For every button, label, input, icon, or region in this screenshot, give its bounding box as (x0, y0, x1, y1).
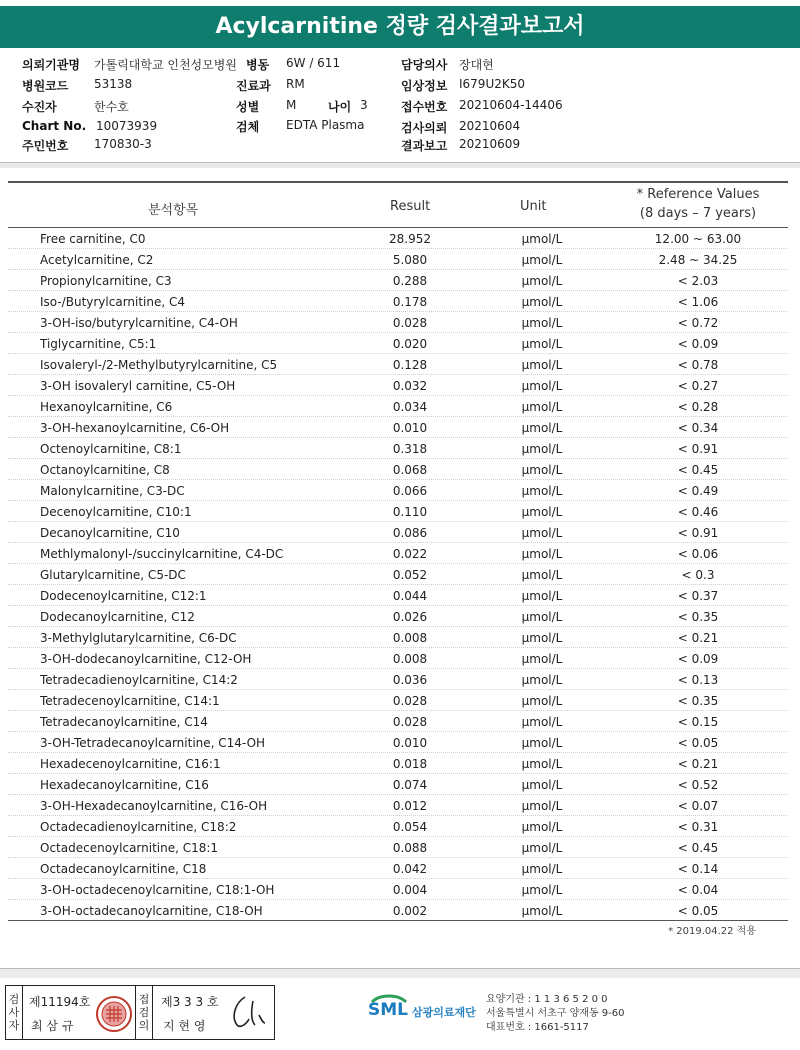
table-row (8, 270, 788, 291)
analyte-name: Octadecenoylcarnitine, C18:1 (40, 841, 219, 855)
analyte-name: Hexanoylcarnitine, C6 (40, 400, 173, 414)
result-value: 0.004 (392, 883, 428, 897)
analyte-name: Octanoylcarnitine, C8 (40, 463, 170, 477)
unit-value: μmol/L (521, 253, 563, 267)
analyte-name: 3-OH-hexanoylcarnitine, C6-OH (40, 421, 230, 435)
result-value: 0.002 (392, 904, 428, 918)
header-reference: * Reference Values (636, 187, 760, 202)
analyte-name: Iso-/Butyrylcarnitine, C4 (40, 295, 186, 309)
analyte-name: Dodecenoylcarnitine, C12:1 (40, 589, 207, 603)
result-value: 0.028 (392, 715, 428, 729)
result-value: 0.008 (392, 652, 428, 666)
clinical-label: 임상정보 (401, 79, 448, 93)
reference-value: < 0.52 (677, 778, 719, 792)
doctor-label: 담당의사 (401, 58, 448, 72)
unit-value: μmol/L (521, 757, 563, 771)
result-value: 0.178 (392, 295, 428, 309)
table-row (8, 501, 788, 522)
table-row (8, 417, 788, 438)
analyte-name: 3-OH-Hexadecanoylcarnitine, C16-OH (40, 799, 268, 813)
unit-value: μmol/L (521, 736, 563, 750)
logo-text: SML (368, 1000, 408, 1020)
unit-value: μmol/L (521, 694, 563, 708)
analyte-name: Hexadecenoylcarnitine, C16:1 (40, 757, 221, 771)
doctor-value: 장대현 (459, 58, 494, 72)
unit-value: μmol/L (521, 904, 563, 918)
reference-value: < 0.05 (677, 736, 719, 750)
institution-contact (486, 993, 625, 1035)
clinical-value: I679U2K50 (459, 77, 525, 91)
reference-value: < 0.37 (677, 589, 719, 603)
result-value: 0.008 (392, 631, 428, 645)
analyte-name: 3-OH isovaleryl carnitine, C5-OH (40, 379, 236, 393)
reported-label: 결과보고 (401, 139, 448, 153)
unit-value: μmol/L (521, 841, 563, 855)
result-value: 28.952 (389, 232, 431, 246)
table-row (8, 291, 788, 312)
reference-value: 2.48 ~ 34.25 (658, 253, 738, 267)
header-item: 분석항목 (148, 203, 199, 218)
tester-role: 검 사 자 (8, 993, 20, 1032)
table-row (8, 396, 788, 417)
reference-value: < 0.27 (677, 379, 719, 393)
analyte-name: Decanoylcarnitine, C10 (40, 526, 180, 540)
analyte-name: 3-OH-iso/butyrylcarnitine, C4-OH (40, 316, 238, 330)
table-row (8, 354, 788, 375)
reported-value: 20210609 (459, 137, 521, 151)
analyte-name: Decenoylcarnitine, C10:1 (40, 505, 192, 519)
unit-value: μmol/L (521, 547, 563, 561)
table-row (8, 522, 788, 543)
result-value: 0.044 (392, 589, 428, 603)
analyte-name: 3-OH-Tetradecanoylcarnitine, C14-OH (40, 736, 266, 750)
header-unit: Unit (520, 199, 547, 214)
tester-license: 제11194호 (29, 995, 91, 1009)
analyte-name: Isovaleryl-/2-Methylbutyrylcarnitine, C5 (40, 358, 278, 372)
reference-value: < 0.07 (677, 799, 719, 813)
handwritten-signature (225, 993, 269, 1033)
result-value: 0.022 (392, 547, 428, 561)
unit-value: μmol/L (521, 232, 563, 246)
patient-value: 한수호 (94, 100, 129, 114)
unit-value: μmol/L (521, 589, 563, 603)
reference-value: < 0.91 (677, 526, 719, 540)
unit-value: μmol/L (521, 442, 563, 456)
reference-value: < 0.3 (681, 568, 715, 582)
analyte-name: Free carnitine, C0 (40, 232, 146, 246)
reference-value: < 0.34 (677, 421, 719, 435)
tester-name: 최 삼 규 (31, 1019, 74, 1033)
receipt-label: 접수번호 (401, 100, 448, 114)
unit-value: μmol/L (521, 778, 563, 792)
age-label: 나이 (328, 100, 352, 114)
table-row (8, 249, 788, 270)
result-value: 0.026 (392, 610, 428, 624)
table-row (8, 774, 788, 795)
result-value: 0.068 (392, 463, 428, 477)
table-row (8, 900, 788, 921)
result-value: 0.052 (392, 568, 428, 582)
unit-value: μmol/L (521, 379, 563, 393)
analyte-name: Dodecanoylcarnitine, C12 (40, 610, 195, 624)
analyte-name: Hexadecanoylcarnitine, C16 (40, 778, 209, 792)
table-body (8, 228, 788, 921)
reference-value: < 0.13 (677, 673, 719, 687)
chart-label: Chart No. (22, 119, 87, 133)
reference-value: < 0.49 (677, 484, 719, 498)
institution-name: 삼광의료재단 (412, 1006, 476, 1019)
unit-value: μmol/L (521, 715, 563, 729)
result-value: 0.028 (392, 316, 428, 330)
table-row (8, 585, 788, 606)
unit-value: μmol/L (521, 337, 563, 351)
receipt-value: 20210604-14406 (459, 98, 563, 112)
result-value: 0.086 (392, 526, 428, 540)
table-header (8, 183, 788, 228)
hospital-label: 의뢰기관명 (22, 58, 80, 72)
requested-value: 20210604 (459, 119, 521, 133)
table-row (8, 795, 788, 816)
confirmer-name: 지 현 영 (163, 1019, 206, 1033)
analyte-name: 3-OH-octadecanoylcarnitine, C18-OH (40, 904, 263, 918)
unit-value: μmol/L (521, 463, 563, 477)
result-value: 0.032 (392, 379, 428, 393)
ward-label: 병동 (246, 58, 270, 72)
analyte-name: Tetradecenoylcarnitine, C14:1 (40, 694, 220, 708)
footer-separator (0, 968, 800, 978)
analyte-name: Malonylcarnitine, C3-DC (40, 484, 185, 498)
reference-value: < 0.14 (677, 862, 719, 876)
confirmer-role: 접 검 의 (138, 993, 150, 1032)
header-separator (0, 162, 800, 168)
reference-value: < 0.09 (677, 337, 719, 351)
unit-value: μmol/L (521, 484, 563, 498)
address: 서울특별시 서초구 양재동 9-60 (486, 1008, 625, 1019)
reference-value: < 0.31 (677, 820, 719, 834)
unit-value: μmol/L (521, 862, 563, 876)
code-value: 53138 (94, 77, 133, 91)
results-table (8, 181, 788, 921)
analyte-name: 3-OH-octadecenoylcarnitine, C18:1-OH (40, 883, 275, 897)
table-row (8, 459, 788, 480)
reference-value: < 0.78 (677, 358, 719, 372)
specimen-value: EDTA Plasma (286, 118, 365, 132)
result-value: 0.034 (392, 400, 428, 414)
table-row (8, 669, 788, 690)
table-row (8, 690, 788, 711)
result-value: 0.010 (392, 736, 428, 750)
requested-label: 검사의뢰 (401, 121, 448, 135)
reference-value: < 0.28 (677, 400, 719, 414)
table-row (8, 480, 788, 501)
sex-label: 성별 (236, 100, 260, 114)
header-reference-range: (8 days – 7 years) (639, 206, 757, 221)
unit-value: μmol/L (521, 316, 563, 330)
reference-value: < 0.04 (677, 883, 719, 897)
table-row (8, 606, 788, 627)
unit-value: μmol/L (521, 400, 563, 414)
result-value: 0.042 (392, 862, 428, 876)
result-value: 0.020 (392, 337, 428, 351)
code-label: 병원코드 (22, 79, 69, 93)
table-row (8, 543, 788, 564)
reference-value: < 0.06 (677, 547, 719, 561)
result-value: 0.012 (392, 799, 428, 813)
unit-value: μmol/L (521, 631, 563, 645)
table-row (8, 333, 788, 354)
table-row (8, 312, 788, 333)
reference-value: < 1.06 (677, 295, 719, 309)
dept-label: 진료과 (236, 79, 271, 93)
unit-value: μmol/L (521, 505, 563, 519)
table-row (8, 711, 788, 732)
result-value: 5.080 (392, 253, 428, 267)
table-row (8, 627, 788, 648)
analyte-name: Octadecanoylcarnitine, C18 (40, 862, 207, 876)
footnote: * 2019.04.22 적용 (668, 926, 756, 937)
analyte-name: Tetradecanoylcarnitine, C14 (40, 715, 208, 729)
reference-value: < 0.09 (677, 652, 719, 666)
specimen-label: 검체 (236, 120, 260, 134)
unit-value: μmol/L (521, 673, 563, 687)
analyte-name: Methlymalonyl-/succinylcarnitine, C4-DC (40, 547, 284, 561)
result-value: 0.074 (392, 778, 428, 792)
care-number: 요양기관 : 1 1 3 6 5 2 0 0 (486, 994, 608, 1005)
result-value: 0.088 (392, 841, 428, 855)
analyte-name: 3-Methylglutarylcarnitine, C6-DC (40, 631, 237, 645)
reference-value: < 0.15 (677, 715, 719, 729)
table-row (8, 648, 788, 669)
patient-info (0, 52, 800, 162)
analyte-name: Propionylcarnitine, C3 (40, 274, 172, 288)
analyte-name: Tetradecadienoylcarnitine, C14:2 (40, 673, 238, 687)
analyte-name: Tiglycarnitine, C5:1 (40, 337, 157, 351)
dept-value: RM (286, 77, 305, 91)
result-value: 0.128 (392, 358, 428, 372)
table-row (8, 879, 788, 900)
result-value: 0.028 (392, 694, 428, 708)
result-value: 0.010 (392, 421, 428, 435)
unit-value: μmol/L (521, 799, 563, 813)
reference-value: < 0.45 (677, 841, 719, 855)
unit-value: μmol/L (521, 652, 563, 666)
header-result: Result (390, 199, 431, 214)
table-row (8, 753, 788, 774)
phone-number: 대표번호 : 1661-5117 (486, 1022, 589, 1033)
reference-value: < 0.72 (677, 316, 719, 330)
analyte-name: 3-OH-dodecanoylcarnitine, C12-OH (40, 652, 252, 666)
table-row (8, 858, 788, 879)
reference-value: 12.00 ~ 63.00 (654, 232, 742, 246)
reference-value: < 0.21 (677, 631, 719, 645)
analyte-name: Octadecadienoylcarnitine, C18:2 (40, 820, 237, 834)
unit-value: μmol/L (521, 421, 563, 435)
table-row (8, 837, 788, 858)
patient-label: 수진자 (22, 100, 57, 114)
reference-value: < 0.05 (677, 904, 719, 918)
confirmer-license: 제3 3 3 호 (161, 995, 219, 1009)
reference-value: < 0.35 (677, 694, 719, 708)
reference-value: < 2.03 (677, 274, 719, 288)
unit-value: μmol/L (521, 358, 563, 372)
analyte-name: Acetylcarnitine, C2 (40, 253, 154, 267)
unit-value: μmol/L (521, 295, 563, 309)
unit-value: μmol/L (521, 568, 563, 582)
reference-value: < 0.91 (677, 442, 719, 456)
reference-value: < 0.21 (677, 757, 719, 771)
result-value: 0.054 (392, 820, 428, 834)
rrn-label: 주민번호 (22, 139, 69, 153)
result-value: 0.036 (392, 673, 428, 687)
hospital-value: 가톨릭대학교 인천성모병원 (94, 58, 237, 72)
table-row (8, 732, 788, 753)
analyte-name: Glutarylcarnitine, C5-DC (40, 568, 186, 582)
result-value: 0.066 (392, 484, 428, 498)
table-row (8, 375, 788, 396)
unit-value: μmol/L (521, 883, 563, 897)
unit-value: μmol/L (521, 610, 563, 624)
reference-value: < 0.46 (677, 505, 719, 519)
result-value: 0.318 (392, 442, 428, 456)
analyte-name: Octenoylcarnitine, C8:1 (40, 442, 182, 456)
report-title: Acylcarnitine 정량 검사결과보고서 (0, 6, 800, 48)
table-row (8, 564, 788, 585)
result-value: 0.018 (392, 757, 428, 771)
ward-value: 6W / 611 (286, 56, 341, 70)
chart-value: 10073939 (96, 119, 158, 133)
result-value: 0.110 (392, 505, 428, 519)
result-value: 0.288 (392, 274, 428, 288)
rrn-value: 170830-3 (94, 137, 152, 151)
reference-value: < 0.35 (677, 610, 719, 624)
unit-value: μmol/L (521, 526, 563, 540)
reference-value: < 0.45 (677, 463, 719, 477)
unit-value: μmol/L (521, 820, 563, 834)
sex-value: M (286, 98, 297, 112)
table-row (8, 816, 788, 837)
age-value: 3 (360, 98, 368, 112)
table-row (8, 438, 788, 459)
seal-stamp (95, 995, 133, 1033)
unit-value: μmol/L (521, 274, 563, 288)
table-row (8, 228, 788, 249)
